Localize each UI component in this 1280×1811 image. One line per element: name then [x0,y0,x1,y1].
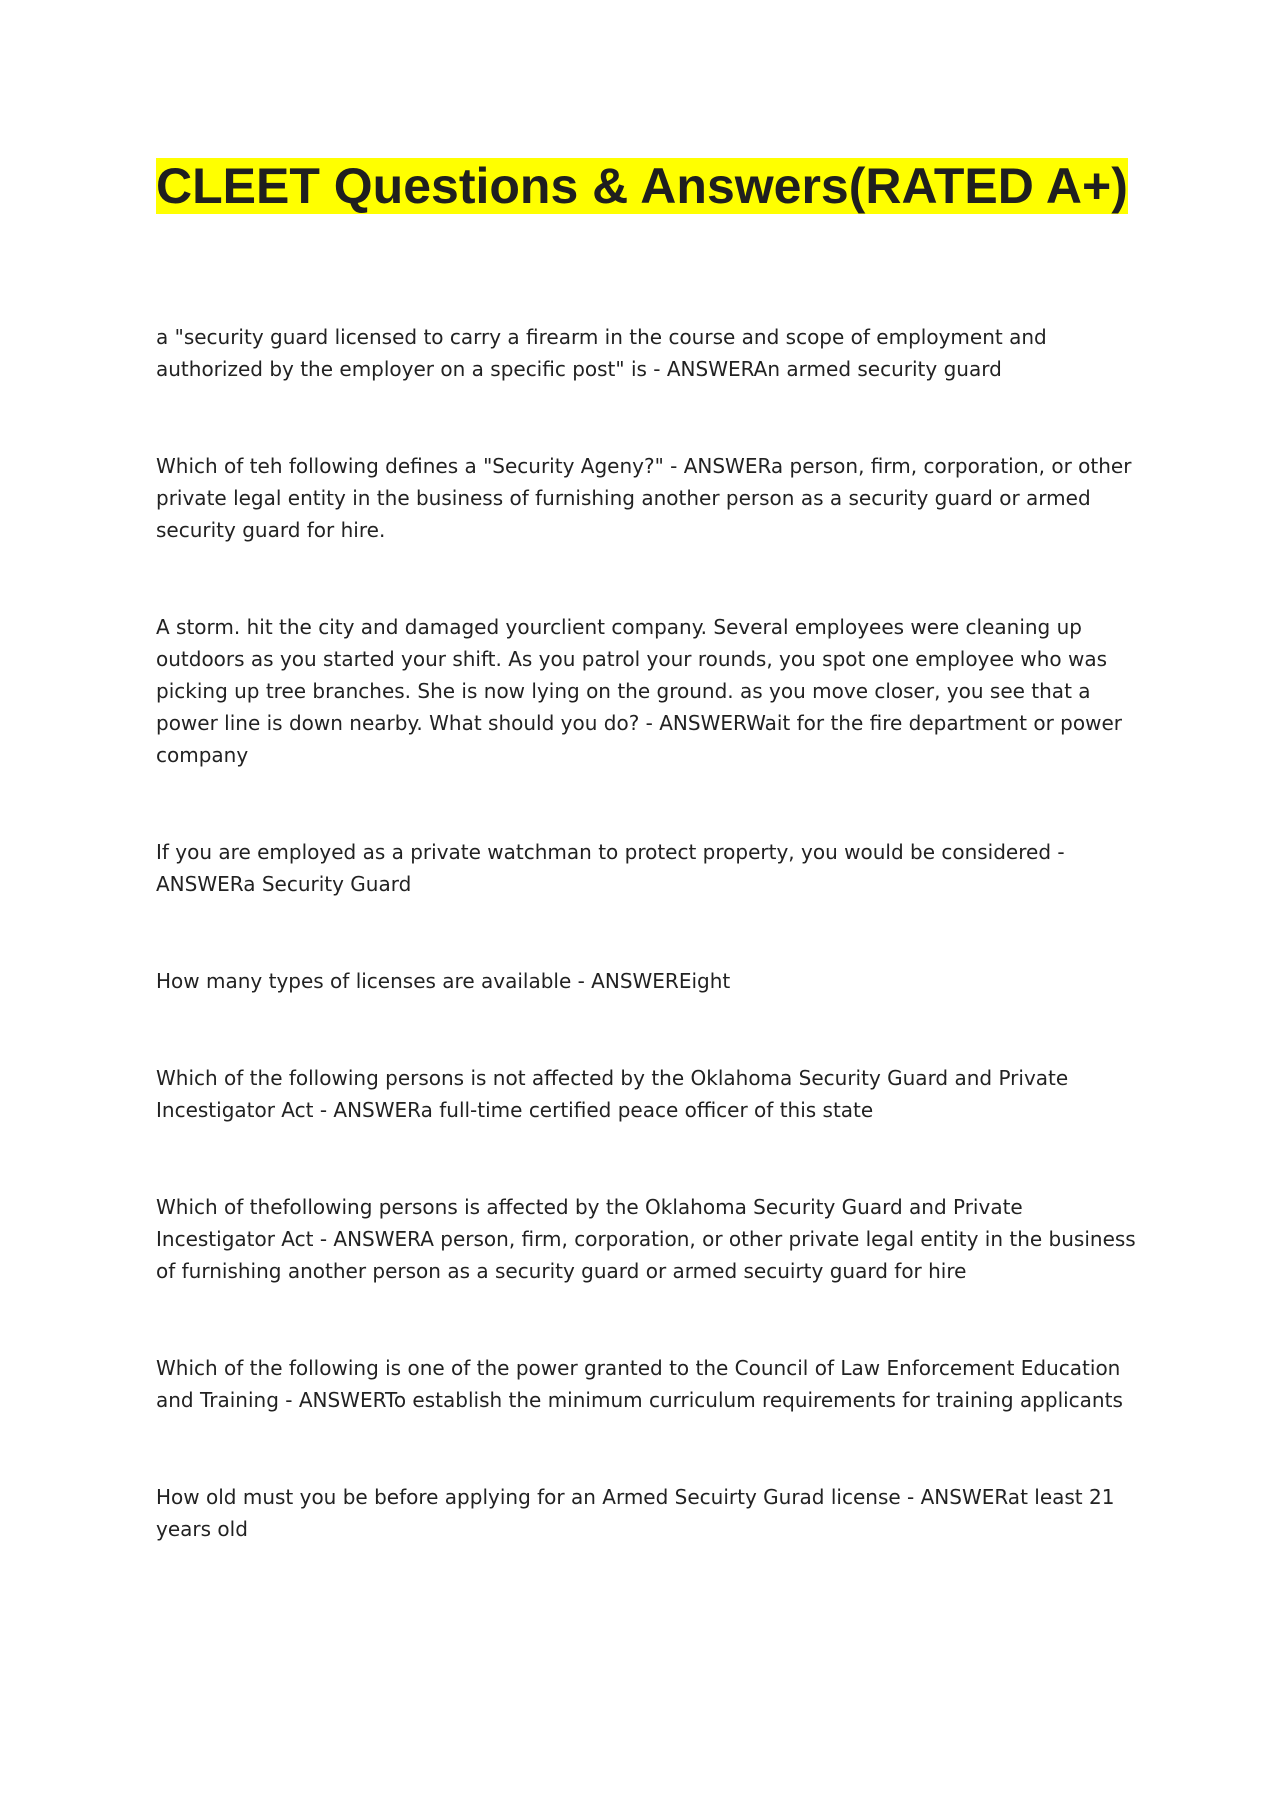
qa-item: Which of the following is one of the power granted to the Council of Law Enforcement Education and Training - ANSWERTo establish the minimum curriculum requirements for training applicants [156,1356,1123,1412]
document-content [156,156,1136,1610]
qa-item: If you are employed as a private watchman to protect property, you would be considered - ANSWERa Security Guard [156,840,1065,896]
document-title [156,156,1136,217]
qa-item: Which of teh following defines a "Security Ageny?" - ANSWERa person, firm, corporation, or other private legal entity in the business of furnishing another person as a security guard or armed security guard for hire. [156,454,1132,542]
qa-item: Which of the following persons is not affected by the Oklahoma Security Guard and Private Incestigator Act - ANSWERa full-time certified peace officer of this state [156,1066,1069,1122]
qa-item: How old must you be before applying for an Armed Secuirty Gurad license - ANSWERat least 21 years old [156,1485,1115,1541]
qa-item: Which of thefollowing persons is affected by the Oklahoma Security Guard and Private Incestigator Act - ANSWERA person, firm, corporation, or other private legal entity in the business of furnishing another person as a security guard or armed secuirty guard for hire [156,1195,1136,1283]
document-title-text: CLEET Questions & Answers(RATED A+) [156,158,1128,214]
qa-item: How many types of licenses are available - ANSWEREight [156,969,731,993]
qa-item: A storm. hit the city and damaged yourclient company. Several employees were cleaning up outdoors as you started your shift. As you patrol your rounds, you spot one employee who was picking up tree branches. She is now lying on the ground. as you move closer, you see that a power line is down nearby. What should you do? - ANSWERWait for the fire department or power company [156,615,1122,767]
qa-list [156,321,1136,1545]
qa-item: a "security guard licensed to carry a firearm in the course and scope of employment and authorized by the employer on a specific post" is - ANSWERAn armed security guard [156,325,1047,381]
